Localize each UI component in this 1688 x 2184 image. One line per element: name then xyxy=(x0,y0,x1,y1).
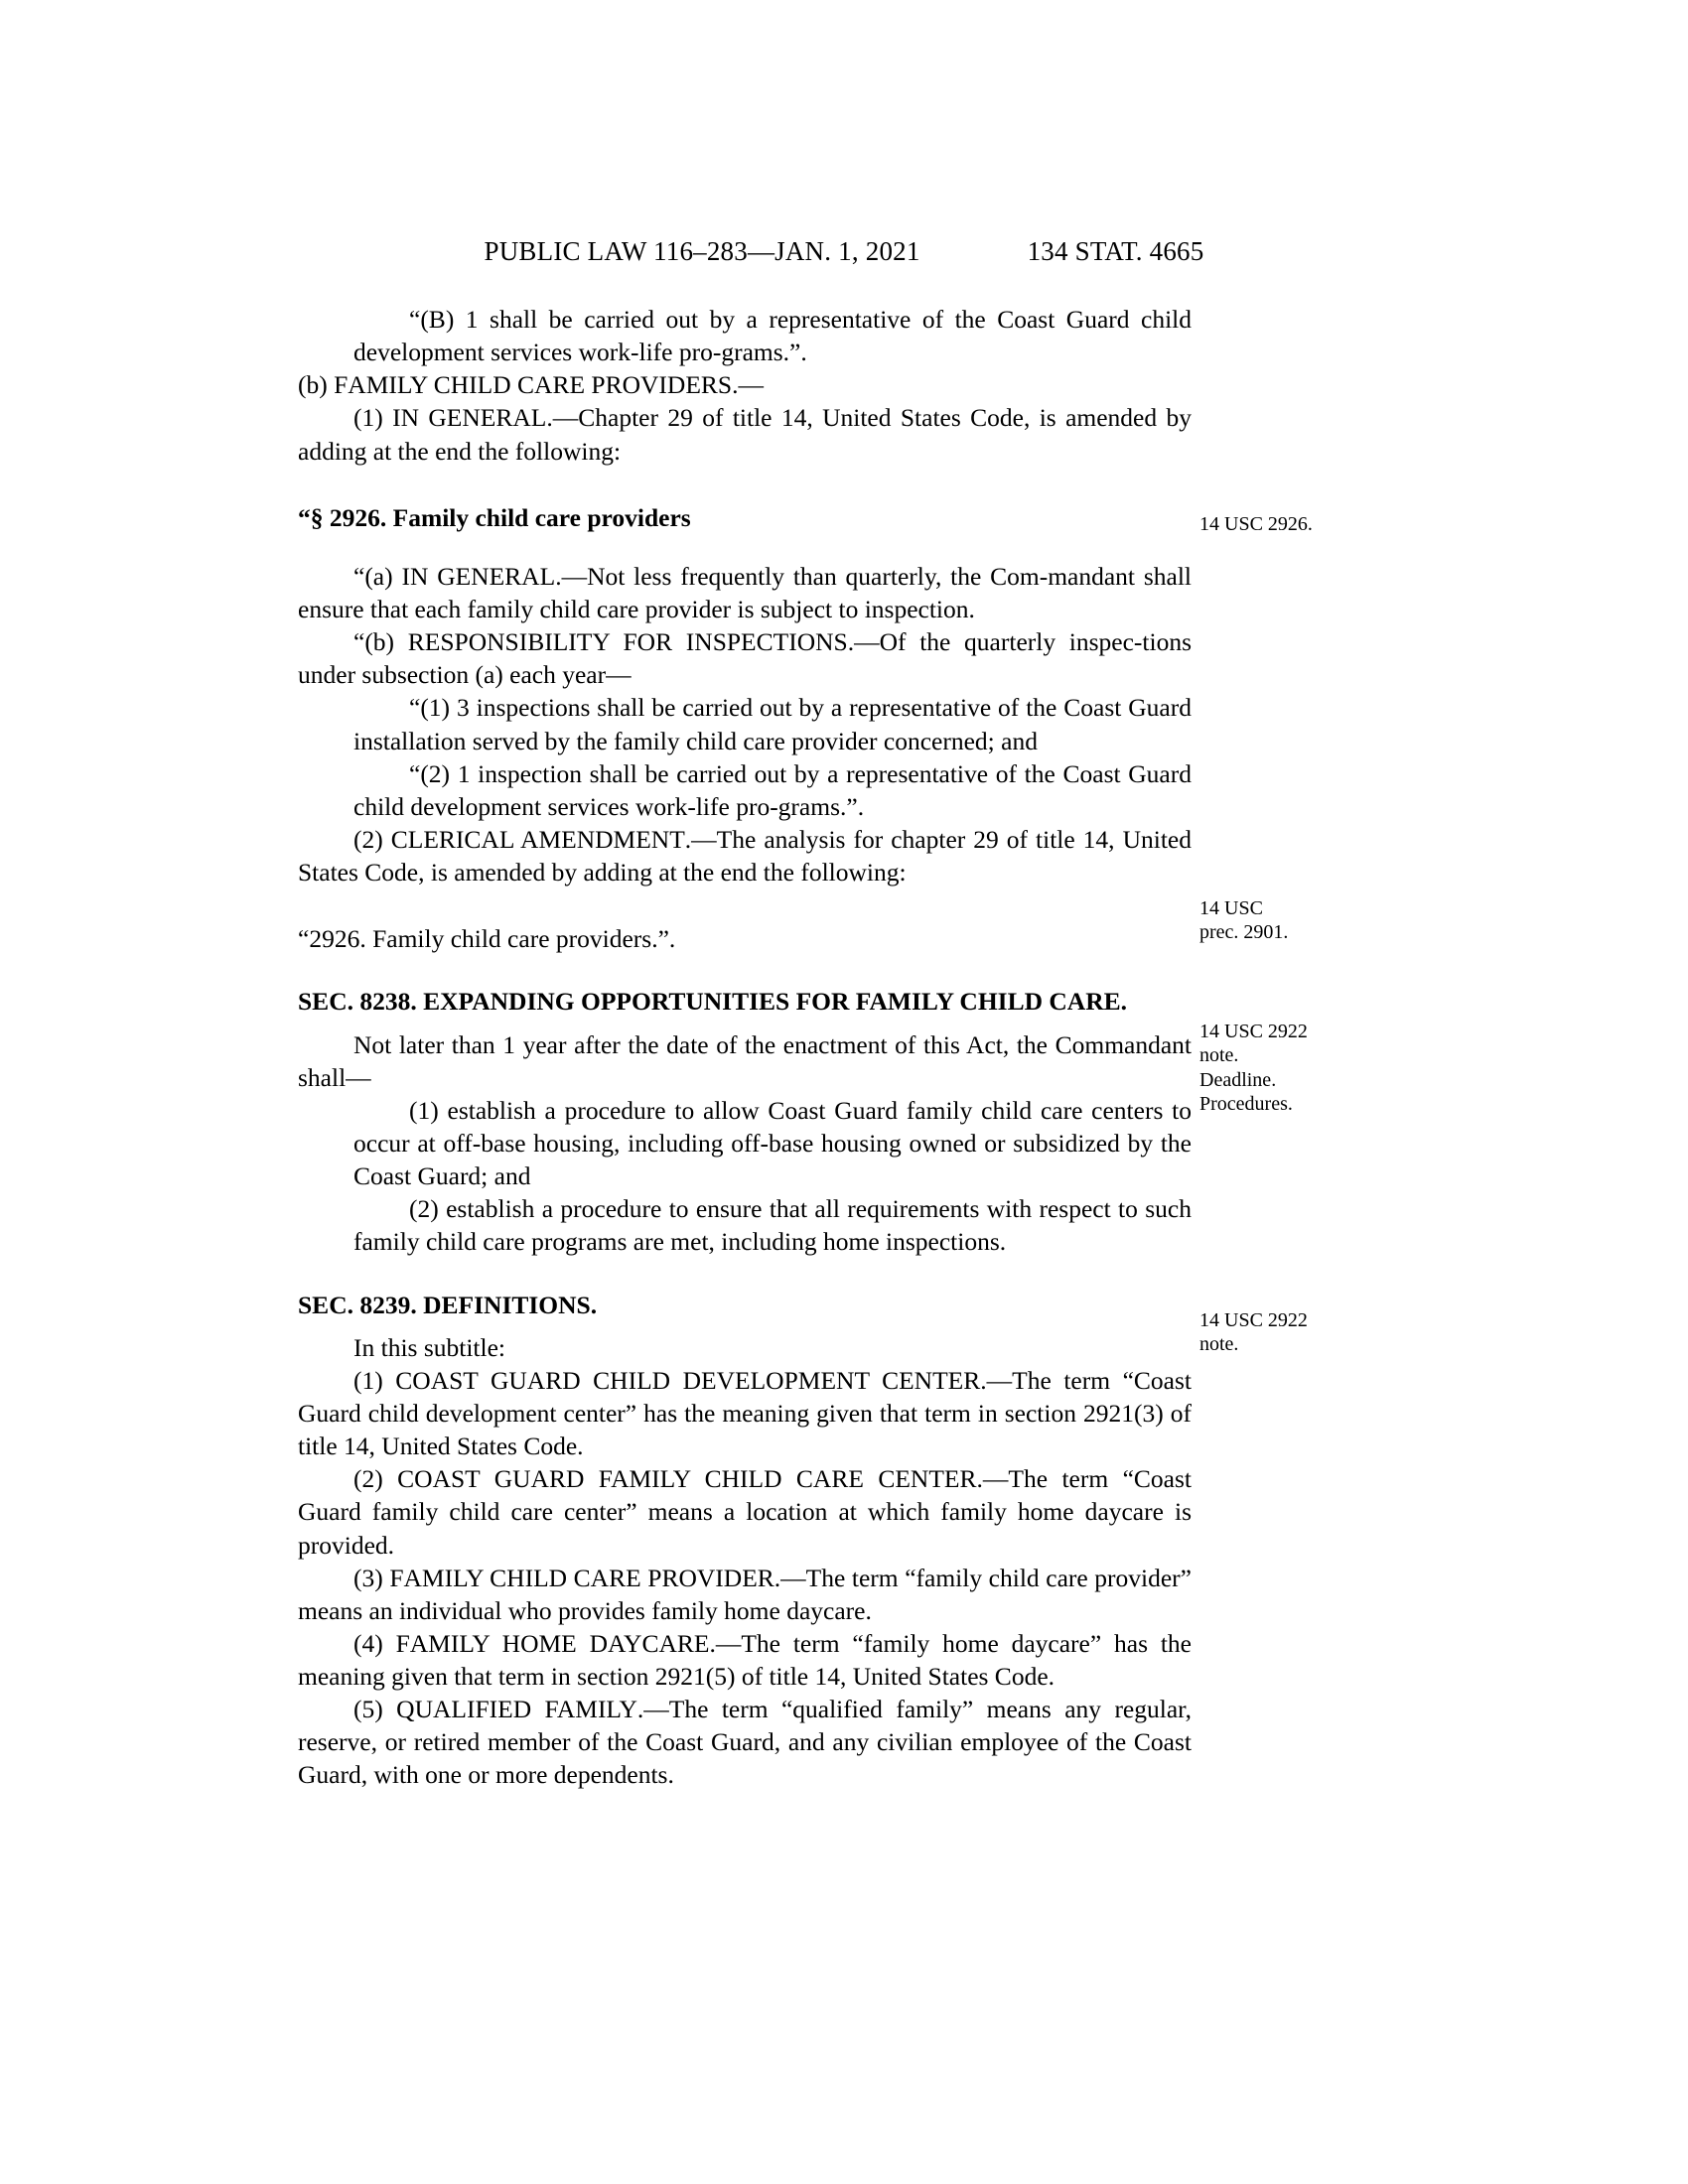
margin-note-line: 14 USC 2922 xyxy=(1199,1021,1308,1042)
definition-5-smallcaps: UALIFIED FAMILY xyxy=(414,1695,637,1724)
margin-note-line: Procedures. xyxy=(1199,1093,1293,1116)
definition-2-smallcaps: OAST GUARD FAMILY CHILD CARE CENTER xyxy=(414,1464,977,1494)
paragraph-b-smallcaps: AMILY CHILD CARE PROVIDERS xyxy=(348,370,733,400)
section-8238-paragraph-2: (2) establish a procedure to ensure that all requirements with respect to such family child care programs are met, including home inspections. xyxy=(353,1194,1192,1257)
margin-note-line: 14 USC 2922 xyxy=(1199,1309,1308,1331)
definition-4-text: .—The term “family home daycare” has the meaning given that term in section 2921(5) of title 14, United States Code. xyxy=(298,1628,1192,1692)
margin-note-line: note. xyxy=(1199,1044,1239,1067)
paragraph-b-dash: .— xyxy=(732,370,764,400)
margin-note-line: 14 USC 2926. xyxy=(1199,513,1313,535)
section-8238-paragraph-1: (1) establish a procedure to allow Coast Guard family child care centers to occur at off-base housing, including off-base housing owned or subsidized by the Coast Guard; and xyxy=(353,1095,1192,1191)
paragraph-b-subclause: “(B) 1 shall be carried out by a representative of the Coast Guard child development services work-life pro-grams.”. xyxy=(353,305,1192,367)
subsection-b-paragraph-2: “(2) 1 inspection shall be carried out by a representative of the Coast Guard child development services work-life pro-grams.”. xyxy=(353,758,1192,821)
definition-4-number: (4) F xyxy=(353,1628,410,1658)
margin-note-line: 14 USC xyxy=(1199,897,1263,919)
definition-5-text: .—The term “qualified family” means any regular, reserve, or retired member of the Coast Guard, and any civilian employee of the Coast Guard, with one or more dependents. xyxy=(298,1695,1192,1790)
section-8238-lead-paragraph: Not later than 1 year after the date of the enactment of this Act, the Commandant shall— xyxy=(298,1029,1192,1092)
margin-note-14-usc-2922-note xyxy=(1199,1308,1418,1357)
definition-1-smallcaps: OAST GUARD CHILD DEVELOPMENT CENTER xyxy=(412,1365,981,1395)
main-text-column xyxy=(298,303,1192,1792)
paragraph-1-number: (1) I xyxy=(353,403,401,433)
definition-4-family-home-daycare xyxy=(298,1627,1192,1693)
subsection-a-text: .—Not less frequently than quarterly, the Com-mandant shall ensure that each family child care provider is subject to inspection. xyxy=(298,561,1193,623)
table-of-sections-entry: “2926. Family child care providers.”. xyxy=(298,924,676,954)
subsection-b-smallcaps: ESPONSIBILITY FOR INSPECTIONS xyxy=(424,627,848,657)
paragraph-1-text: .—Chapter 29 of title 14, United States Code, is amended by adding at the end the following: xyxy=(298,403,1192,466)
paragraph-b-label: (b) F xyxy=(298,370,349,400)
paragraph-2-number: (2) C xyxy=(353,824,408,854)
header-stat-citation: 134 STAT. 4665 xyxy=(1027,236,1204,266)
margin-note-14-usc-2922-deadline xyxy=(1199,1020,1418,1117)
definition-5-number: (5) Q xyxy=(353,1695,415,1724)
section-2926-subsection-a xyxy=(298,560,1192,625)
margin-note-14-usc-prec-2901 xyxy=(1199,896,1418,945)
section-8238-heading: SEC. 8238. EXPANDING OPPORTUNITIES FOR FAMILY CHILD CARE. xyxy=(298,987,1128,1017)
paragraph-2-smallcaps: LERICAL AMENDMENT xyxy=(407,824,685,854)
definition-2-cg-family-child-care-center xyxy=(298,1462,1192,1561)
page-header xyxy=(0,236,1688,267)
definition-3-family-child-care-provider xyxy=(298,1562,1192,1627)
subsection-b-label: “(b) R xyxy=(353,627,425,657)
section-2926-heading: “§ 2926. Family child care providers xyxy=(298,502,691,532)
definition-2-number: (2) C xyxy=(353,1464,415,1494)
subsection-b-text: .—Of the quarterly inspec-tions under subsection (a) each year— xyxy=(298,627,1192,690)
paragraph-1-smallcaps: N GENERAL xyxy=(400,403,547,433)
subsection-a-label: “(a) I xyxy=(353,561,410,591)
section-8239-heading: SEC. 8239. DEFINITIONS. xyxy=(298,1290,598,1319)
margin-note-line: note. xyxy=(1199,1333,1239,1356)
header-law-citation: PUBLIC LAW 116–283—JAN. 1, 2021 xyxy=(484,236,920,266)
definition-1-cg-child-development-center xyxy=(298,1364,1192,1462)
section-2926-subsection-b xyxy=(298,625,1192,691)
definition-3-text: .—The term “family child care provider” means an individual who provides family home daycare. xyxy=(298,1563,1192,1625)
margin-note-line: prec. 2901. xyxy=(1199,921,1289,944)
definition-3-smallcaps: AMILY CHILD CARE PROVIDER xyxy=(403,1563,774,1592)
definition-3-number: (3) F xyxy=(353,1563,404,1592)
paragraph-2-text: .—The analysis for chapter 29 of title 14, United States Code, is amended by adding at the end the following: xyxy=(298,824,1192,887)
paragraph-2-clerical-amendment xyxy=(298,823,1192,888)
definition-4-smallcaps: AMILY HOME DAYCARE xyxy=(409,1628,710,1658)
definition-5-qualified-family xyxy=(298,1693,1192,1791)
margin-note-14-usc-2926 xyxy=(1199,512,1418,536)
definition-2-text: .—The term “Coast Guard family child care center” means a location at which family home daycare is provided. xyxy=(298,1464,1192,1560)
margin-note-line: Deadline. xyxy=(1199,1068,1277,1091)
paragraph-b-heading xyxy=(298,368,1192,401)
subsection-b-paragraph-1: “(1) 3 inspections shall be carried out by a representative of the Coast Guard installation served by the family child care provider concerned; and xyxy=(353,693,1192,755)
definition-1-text: .—The term “Coast Guard child development center” has the meaning given that term in section 2921(3) of title 14, United States Code. xyxy=(298,1365,1192,1461)
subsection-a-smallcaps: N GENERAL xyxy=(409,561,556,591)
section-8239-lead-paragraph: In this subtitle: xyxy=(353,1332,505,1362)
paragraph-1-in-general xyxy=(298,401,1192,467)
definition-1-number: (1) C xyxy=(353,1365,413,1395)
